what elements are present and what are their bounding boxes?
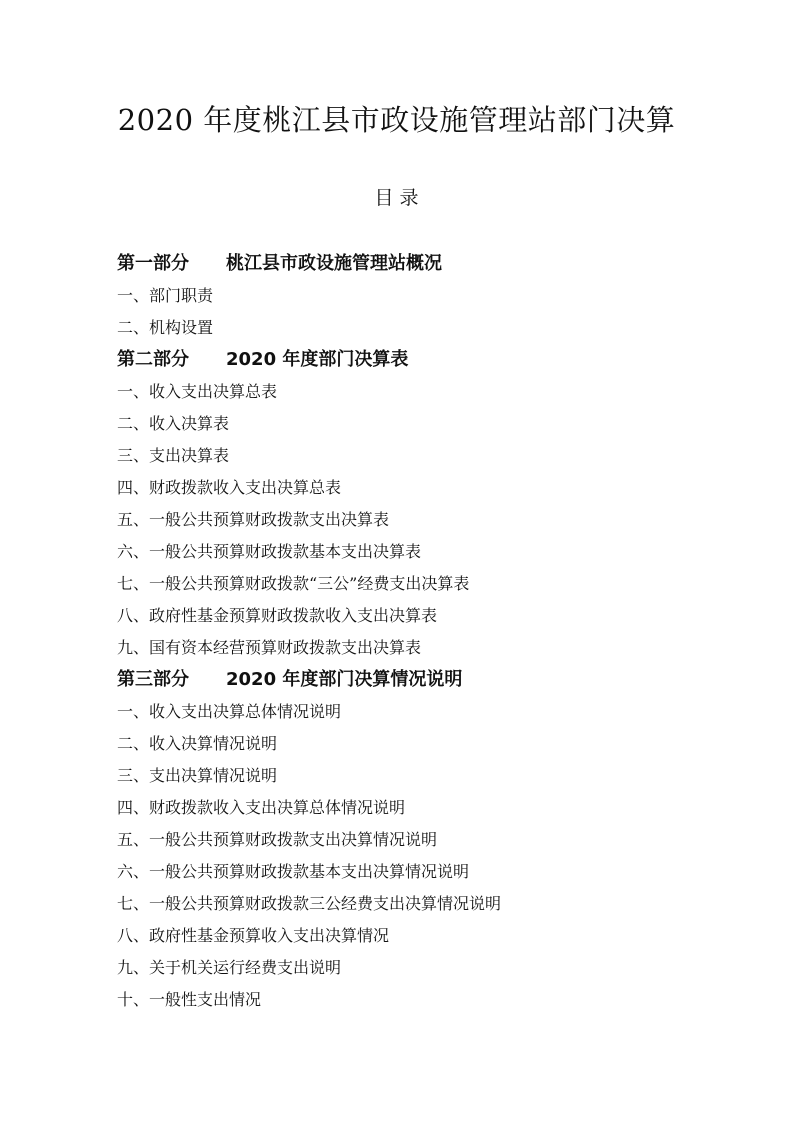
part-number-2: 第二部分 [117, 349, 189, 370]
part-heading-3 [117, 664, 737, 696]
toc-item: 一、收入支出决算总体情况说明 [117, 702, 342, 721]
toc-item: 四、财政拨款收入支出决算总体情况说明 [117, 798, 406, 817]
toc-item: 二、收入决算表 [117, 414, 230, 433]
part-title-2: 2020 年度部门决算表 [226, 349, 409, 370]
toc-item: 五、一般公共预算财政拨款支出决算表 [117, 510, 390, 529]
toc-item: 一、部门职责 [117, 286, 214, 305]
toc-item: 二、收入决算情况说明 [117, 734, 278, 753]
toc-item: 八、政府性基金预算财政拨款收入支出决算表 [117, 606, 438, 625]
toc-item: 三、支出决算表 [117, 446, 230, 465]
toc-item: 一、收入支出决算总表 [117, 382, 278, 401]
part-heading-2 [117, 344, 737, 376]
toc-item: 三、支出决算情况说明 [117, 766, 278, 785]
part-heading-1 [117, 248, 737, 280]
toc-item: 二、机构设置 [117, 318, 214, 337]
toc-item: 四、财政拨款收入支出决算总表 [117, 478, 342, 497]
toc-item: 九、国有资本经营预算财政拨款支出决算表 [117, 638, 422, 657]
toc-item: 十、一般性支出情况 [117, 990, 262, 1009]
part-title-1: 桃江县市政设施管理站概况 [226, 253, 442, 274]
toc-item: 七、一般公共预算财政拨款三公经费支出决算情况说明 [117, 894, 502, 913]
toc-item: 六、一般公共预算财政拨款基本支出决算情况说明 [117, 862, 470, 881]
toc-item: 八、政府性基金预算收入支出决算情况 [117, 926, 390, 945]
toc-heading: 目 录 [374, 187, 419, 209]
part-title-3: 2020 年度部门决算情况说明 [226, 669, 463, 690]
toc-item: 五、一般公共预算财政拨款支出决算情况说明 [117, 830, 438, 849]
part-number-1: 第一部分 [117, 253, 189, 274]
toc-item: 九、关于机关运行经费支出说明 [117, 958, 342, 977]
toc-item: 六、一般公共预算财政拨款基本支出决算表 [117, 542, 422, 561]
table-of-contents [117, 248, 737, 1016]
toc-item: 七、一般公共预算财政拨款“三公”经费支出决算表 [117, 574, 470, 593]
document-title: 2020 年度桃江县市政设施管理站部门决算 [117, 103, 676, 137]
part-number-3: 第三部分 [117, 669, 189, 690]
